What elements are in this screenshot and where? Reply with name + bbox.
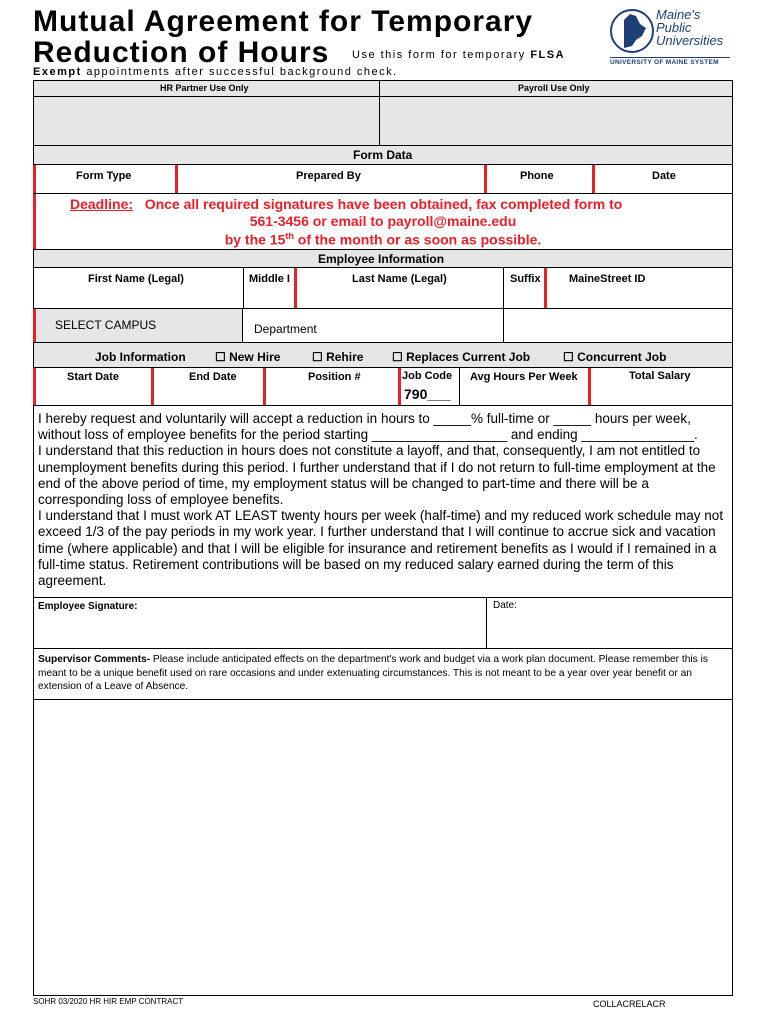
hr-partner-label: HR Partner Use Only	[160, 83, 249, 93]
start-date-label: Start Date	[67, 371, 119, 383]
title-line-2: Reduction of Hours	[33, 36, 330, 69]
employee-info-heading: Employee Information	[318, 252, 445, 266]
subtitle-part-a: Use this form for temporary FLSA	[352, 49, 566, 61]
logo-line-3: Universities	[656, 33, 724, 48]
rehire-checkbox[interactable]: ☐ Rehire	[312, 350, 364, 364]
agreement-paragraph-1: I hereby request and voluntarily will accept a reduction in hours to _____% full-time or _____ hours per week, without loss of employee benefits for the period starting __________________ and ending _______________.	[38, 411, 698, 443]
deadline-line-2: 561-3456 or email to payroll@maine.edu	[249, 213, 517, 229]
job-details-row	[33, 367, 733, 406]
payroll-label: Payroll Use Only	[518, 83, 590, 93]
logo-line-1: Maine's	[656, 7, 701, 22]
department-label: Department	[254, 322, 317, 336]
employee-signature-label: Employee Signature:	[38, 601, 138, 612]
end-date-label: End Date	[189, 371, 237, 383]
agreement-paragraph-2: I understand that this reduction in hours does not constitute a layoff, and that, consequently, I am not entitled to unemployment benefits during this period. I further understand that if I do not return to full-time employment at the end of the above period of time, my employment status will be changed to part-time and there will be a corresponding loss of employee benefits.	[38, 443, 716, 508]
mainestreet-id-label: MaineStreet ID	[569, 273, 646, 285]
avg-hours-label: Avg Hours Per Week	[470, 371, 578, 383]
job-info-heading: Job Information	[95, 350, 186, 364]
payroll-field[interactable]	[379, 96, 733, 146]
agreement-paragraph-3: I understand that I must work AT LEAST twenty hours per week (half-time) and my reduced work schedule may not exceed 1/3 of the pay periods in my work year. I further understand that I will continue to accrue sick and vacation time (where applicable) and that I will be eligible for insurance and retirement benefits as I would if I remained in a full-time status. Retirement contributions will be based on my reduced salary earned during the term of this agreement.	[38, 508, 724, 589]
new-hire-checkbox[interactable]: ☐ New Hire	[215, 350, 281, 364]
form-footer-code: SOHR 03/2020 HR HIR EMP CONTRACT	[33, 997, 184, 1006]
supervisor-comments-field[interactable]	[33, 699, 733, 996]
maine-map-icon	[610, 6, 654, 56]
hr-partner-field[interactable]	[33, 96, 380, 146]
first-name-label: First Name (Legal)	[88, 273, 184, 285]
last-name-label: Last Name (Legal)	[352, 273, 447, 285]
signature-date-label: Date:	[493, 600, 517, 611]
supervisor-instructions: Supervisor Comments- Please include anticipated effects on the department's work and budget via a work plan document. Please remember this is meant to be a unique benefit used on rare occasions and under extenuating circumstances. This is not meant to be a year over year benefit or an extension of a Leave of Absence.	[38, 654, 708, 693]
form-data-heading: Form Data	[353, 148, 413, 162]
logo-line-2: Public	[656, 20, 692, 35]
university-logo	[610, 6, 730, 66]
concurrent-job-checkbox[interactable]: ☐ Concurrent Job	[563, 350, 667, 364]
form-type-label: Form Type	[76, 170, 132, 182]
middle-initial-label: Middle I	[249, 273, 290, 285]
job-code-value[interactable]: 790___	[404, 386, 451, 402]
campus-label: SELECT CAMPUS	[55, 318, 157, 332]
agreement-text	[38, 411, 728, 589]
deadline-line-1: Deadline: Once all required signatures have been obtained, fax completed form to	[70, 196, 623, 212]
replaces-current-job-checkbox[interactable]: ☐ Replaces Current Job	[392, 350, 531, 364]
subtitle-part-b: Exempt appointments after successful background check.	[33, 66, 398, 78]
form-data-row	[33, 164, 733, 194]
date-label: Date	[652, 170, 676, 182]
form-footer-right: COLLACRELACR	[593, 999, 666, 1009]
position-number-label: Position #	[308, 371, 361, 383]
logo-tagline: UNIVERSITY OF MAINE SYSTEM	[610, 59, 719, 66]
prepared-by-label: Prepared By	[296, 170, 361, 182]
total-salary-label: Total Salary	[629, 370, 691, 382]
signature-row	[33, 597, 733, 649]
suffix-label: Suffix	[510, 273, 541, 285]
job-code-label: Job Code	[402, 370, 453, 382]
deadline-line-3: by the 15th of the month or as soon as possible.	[224, 231, 542, 248]
title-line-1: Mutual Agreement for Temporary	[33, 5, 534, 38]
phone-label: Phone	[520, 170, 554, 182]
